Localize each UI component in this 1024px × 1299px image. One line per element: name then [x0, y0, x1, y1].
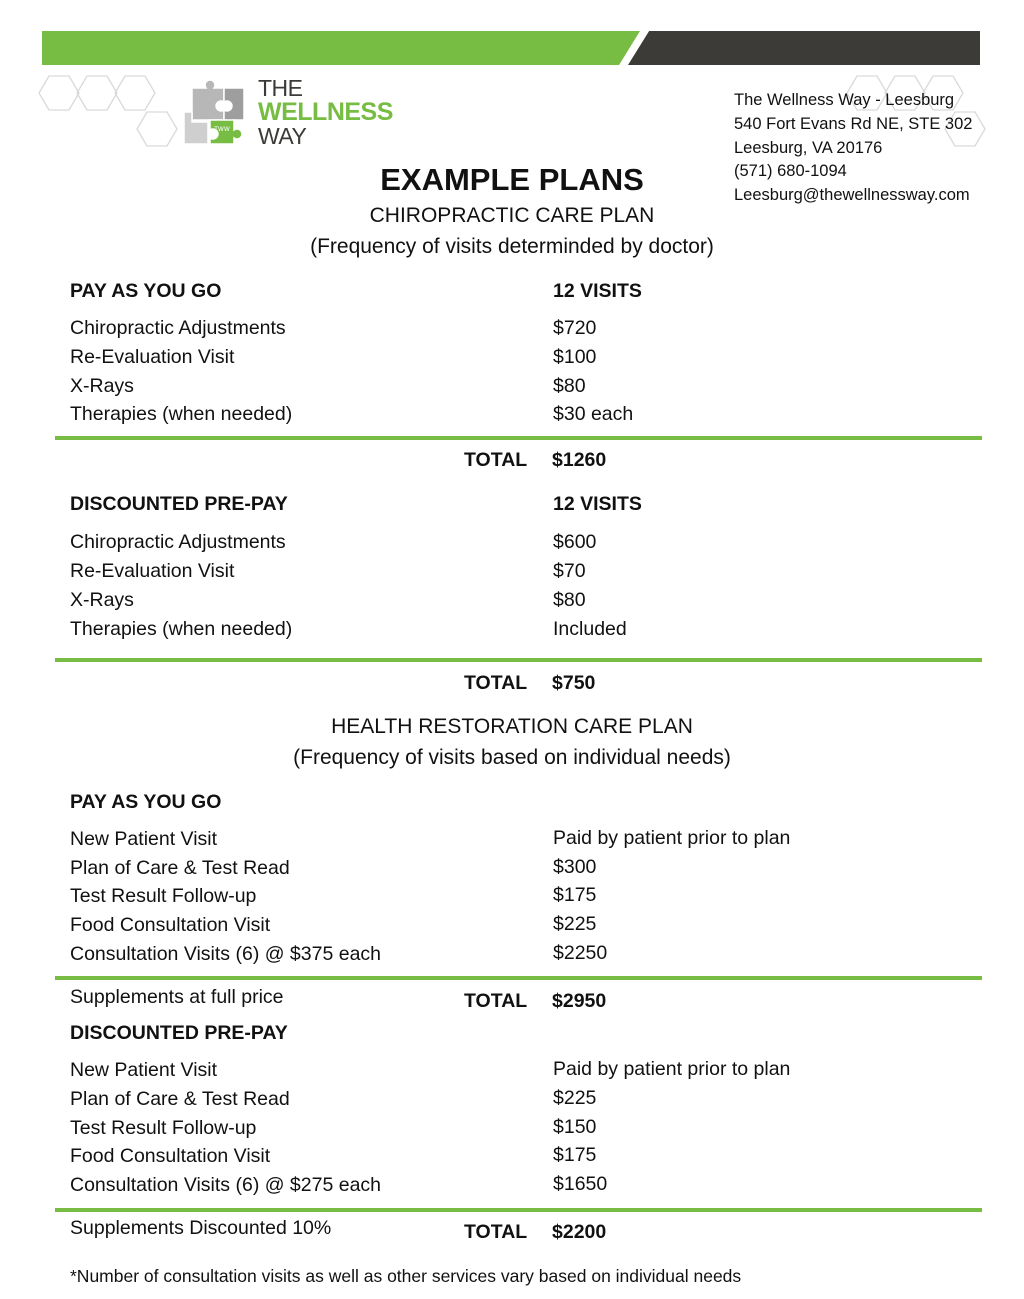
health-prepay-total-label: TOTAL: [464, 1221, 528, 1243]
health-prepay-item-name: Test Result Follow-up: [70, 1117, 257, 1139]
health-subheading: (Frequency of visits based on individual needs): [293, 746, 731, 769]
logo-wordmark: [258, 77, 393, 148]
health-prepay-item-price: Paid by patient prior to plan: [553, 1058, 791, 1080]
chiro-payg-total-label: TOTAL: [464, 449, 528, 471]
divider: [55, 658, 982, 662]
chiro-prepay-item-price: Included: [553, 618, 627, 640]
health-prepay-note: Supplements Discounted 10%: [70, 1217, 332, 1239]
logo-line-the: THE: [258, 75, 303, 101]
chiro-payg-item-price: $720: [553, 317, 597, 339]
health-prepay-item-name: Food Consultation Visit: [70, 1145, 271, 1167]
divider: [55, 1208, 982, 1212]
health-prepay-item-price: $150: [553, 1116, 597, 1138]
health-payg-total-value: $2950: [552, 990, 607, 1012]
chiro-prepay-item-name: Therapies (when needed): [70, 618, 293, 640]
health-payg-item-price: $225: [553, 913, 597, 935]
chiro-prepay-total-label: TOTAL: [464, 672, 528, 694]
chiro-payg-item-price: $30 each: [553, 403, 634, 425]
chiro-payg-item-name: Chiropractic Adjustments: [70, 317, 286, 339]
health-prepay-label: DISCOUNTED PRE-PAY: [70, 1022, 288, 1044]
health-prepay-item-name: Plan of Care & Test Read: [70, 1088, 290, 1110]
logo-line-way: WAY: [258, 123, 307, 149]
chiro-payg-item-name: Therapies (when needed): [70, 403, 293, 425]
header-green-bar: [42, 31, 640, 65]
divider: [55, 436, 982, 440]
chiro-payg-item-price: $100: [553, 346, 597, 368]
health-payg-item-name: Consultation Visits (6) @ $375 each: [70, 943, 382, 965]
chiro-payg-visits: 12 VISITS: [553, 280, 642, 302]
chiro-prepay-item-name: Re-Evaluation Visit: [70, 560, 235, 582]
health-heading: HEALTH RESTORATION CARE PLAN: [331, 715, 693, 738]
health-payg-item-price: $300: [553, 856, 597, 878]
chiro-heading: CHIROPRACTIC CARE PLAN: [369, 204, 655, 227]
health-prepay-item-price: $1650: [553, 1173, 608, 1195]
chiro-payg-item-price: $80: [553, 375, 586, 397]
health-payg-item-name: New Patient Visit: [70, 828, 218, 850]
health-payg-item-price: $2250: [553, 942, 608, 964]
health-payg-item-price: $175: [553, 884, 597, 906]
clinic-name: The Wellness Way - Leesburg: [734, 91, 955, 109]
health-payg-item-name: Test Result Follow-up: [70, 885, 257, 907]
logo-puzzle-icon: [178, 72, 258, 152]
health-payg-total-label: TOTAL: [464, 990, 528, 1012]
health-payg-label: PAY AS YOU GO: [70, 791, 222, 813]
chiro-prepay-total-value: $750: [552, 672, 596, 694]
chiro-payg-item-name: X-Rays: [70, 375, 134, 397]
clinic-email: Leesburg@thewellnessway.com: [734, 186, 970, 205]
clinic-street: 540 Fort Evans Rd NE, STE 302: [734, 114, 973, 133]
chiro-prepay-item-name: Chiropractic Adjustments: [70, 531, 286, 553]
chiro-prepay-label: DISCOUNTED PRE-PAY: [70, 493, 288, 515]
chiro-payg-total-value: $1260: [552, 449, 607, 471]
page-title: EXAMPLE PLANS: [380, 162, 644, 197]
health-payg-note: Supplements at full price: [70, 986, 284, 1008]
chiro-payg-label: PAY AS YOU GO: [70, 280, 222, 302]
clinic-phone: (571) 680-1094: [734, 162, 847, 181]
header-dark-bar: [628, 31, 980, 65]
divider: [55, 976, 982, 980]
logo-line-wellness: WELLNESS: [258, 98, 393, 126]
chiro-prepay-item-price: $80: [553, 589, 586, 611]
health-prepay-item-name: New Patient Visit: [70, 1059, 218, 1081]
health-payg-item-price: Paid by patient prior to plan: [553, 827, 791, 849]
health-prepay-item-price: $225: [553, 1087, 597, 1109]
chiro-prepay-item-name: X-Rays: [70, 589, 134, 611]
chiro-subheading: (Frequency of visits determinded by doctor): [310, 235, 714, 258]
chiro-prepay-item-price: $70: [553, 560, 586, 582]
chiro-prepay-visits: 12 VISITS: [553, 493, 642, 515]
health-prepay-item-name: Consultation Visits (6) @ $275 each: [70, 1174, 382, 1196]
health-prepay-total-value: $2200: [552, 1221, 607, 1243]
health-payg-item-name: Food Consultation Visit: [70, 914, 271, 936]
clinic-city: Leesburg, VA 20176: [734, 138, 883, 157]
health-prepay-item-price: $175: [553, 1144, 597, 1166]
chiro-payg-item-name: Re-Evaluation Visit: [70, 346, 235, 368]
chiro-prepay-item-price: $600: [553, 531, 597, 553]
logo-badge: TWW: [214, 126, 230, 133]
footnote: *Number of consultation visits as well as other services vary based on individual needs: [70, 1266, 742, 1286]
health-payg-item-name: Plan of Care & Test Read: [70, 857, 290, 879]
